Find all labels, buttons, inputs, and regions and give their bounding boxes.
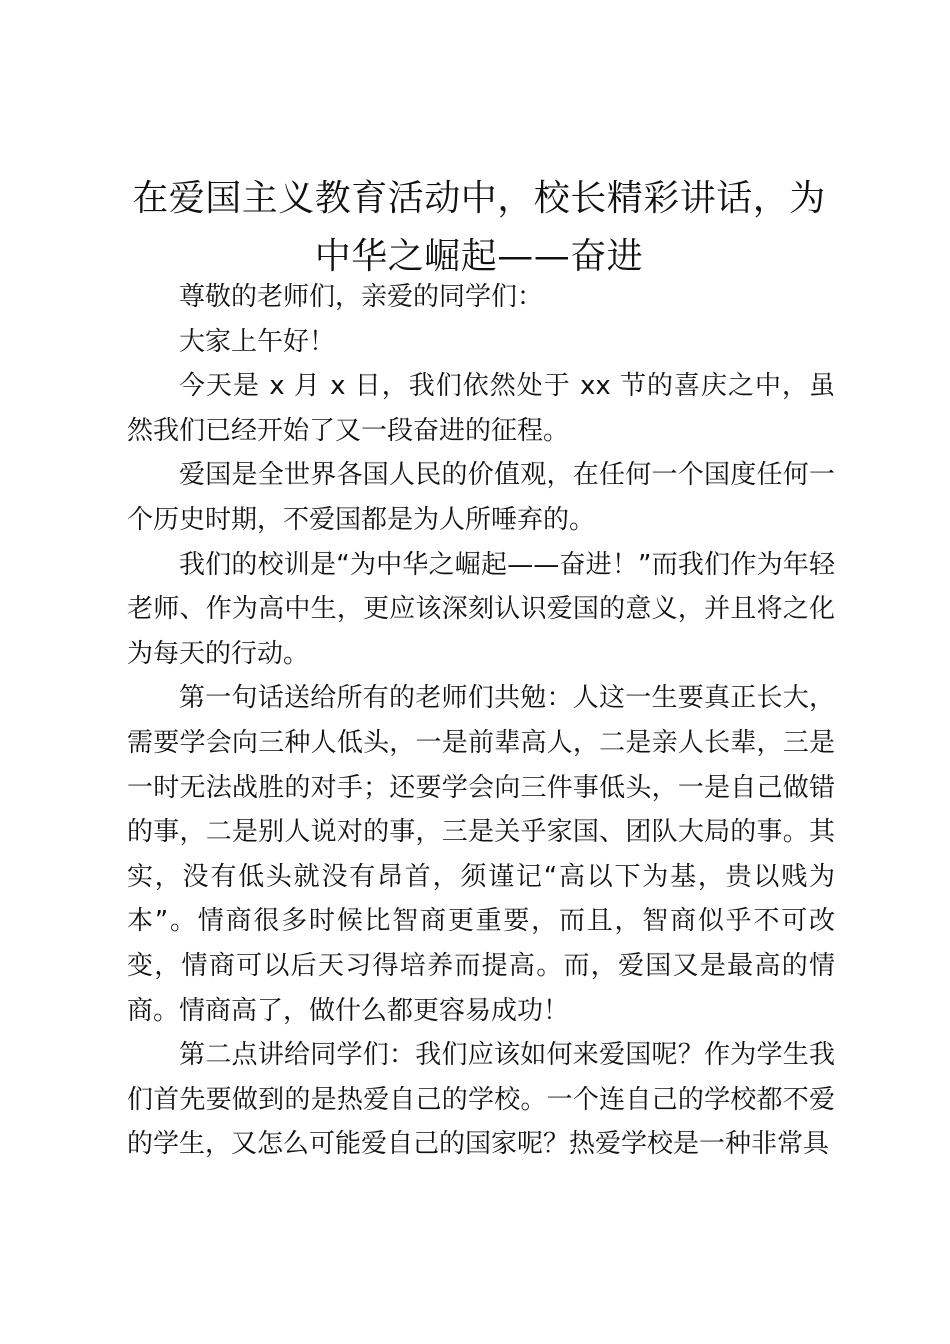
salutation-paragraph: 尊敬的老师们，亲爱的同学们： [179,282,544,312]
body-paragraph: 今天是 x 月 x 日，我们依然处于 xx 节的喜庆之中，虽然我们已经开始了又一段奋进的征程。 [127,371,835,446]
document-body [127,275,835,1167]
body-paragraph: 我们的校训是“为中华之崛起——奋进！”而我们作为年轻老师、作为高中生，更应该深刻认识爱国的意义，并且将之化为每天的行动。 [127,549,835,669]
body-paragraph: 第二点讲给同学们：我们应该如何来爱国呢？作为学生我们首先要做到的是热爱自己的学校。一个连自己的学校都不爱的学生，又怎么可能爱自己的国家呢？热爱学校是一种非常具 [127,1040,835,1160]
document-title: 在爱国主义教育活动中，校长精彩讲话，为中华之崛起——奋进 [132,178,826,277]
greeting-paragraph: 大家上午好！ [179,326,336,357]
body-paragraph: 第一句话送给所有的老师们共勉：人这一生要真正长大，需要学会向三种人低头，一是前辈高人，二是亲人长辈，三是一时无法战胜的对手；还要学会向三件事低头，一是自己做错的事，二是别人说对的事，三是关乎家国、团队大局的事。其实，没有低头就没有昂首，须谨记“高以下为基，贵以贱为本”。情商很多时候比智商更重要，而且，智商似乎不可改变，情商可以后天习得培养而提高。而，爱国又是最高的情商。情商高了，做什么都更容易成功！ [127,683,835,1026]
body-paragraph: 爱国是全世界各国人民的价值观，在任何一个国度任何一个历史时期，不爱国都是为人所唾弃的。 [127,460,835,535]
